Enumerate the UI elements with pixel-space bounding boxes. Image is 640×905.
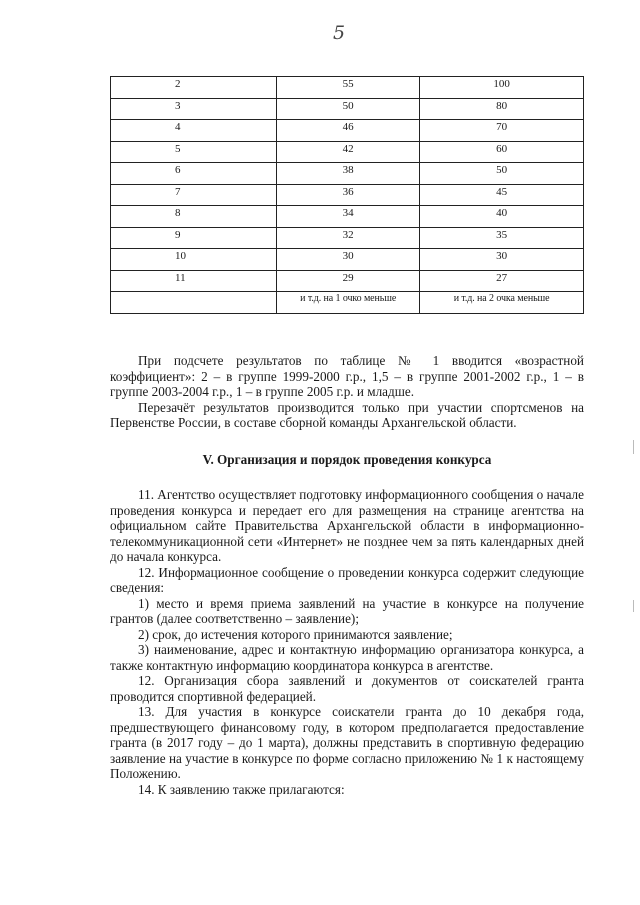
paragraph: 11. Агентство осуществляет подготовку информационного сообщения о начале проведения конкурса и передает его для размещения на странице агентства на официальном сайте Правительства Архангельской области в информационно-телекоммуникационной сети «Интернет» не позднее чем за пять календарных дней до начала конкурса. [110,487,584,564]
list-item: 1) место и время приема заявлений на участие в конкурсе на получение грантов (далее соответственно – заявление); [110,595,584,626]
table-cell-points-alt: 100 [420,77,584,99]
table-cell-place: 2 [111,77,277,99]
table-cell-points-alt: 45 [420,184,584,206]
table-cell-place: 3 [111,98,277,120]
table-cell-points: 29 [277,270,420,292]
table-footer-note: и т.д. на 1 очко меньше [277,292,420,314]
table-cell-points: 50 [277,98,420,120]
table-footer-cell [111,292,277,314]
table-row [111,184,584,206]
paragraph: 12. Организация сбора заявлений и документов от соискателей гранта проводится спортивной федерацией. [110,673,584,704]
list-item: 2) срок, до истечения которого принимаются заявление; [138,626,453,642]
table-cell-place: 4 [111,120,277,142]
table-row [111,141,584,163]
section-heading: V. Организация и порядок проведения конкурса [202,452,492,467]
table-cell-points: 55 [277,77,420,99]
table-cell-points: 30 [277,249,420,271]
page-number: 5 [333,22,346,44]
table-cell-points-alt: 40 [420,206,584,228]
paragraph: 14. К заявлению также прилагаются: [138,781,345,797]
results-table [110,76,584,314]
table-cell-place: 11 [111,270,277,292]
coefficient-section [110,353,584,431]
table-cell-points-alt: 35 [420,227,584,249]
table-row [111,249,584,271]
table-cell-points: 38 [277,163,420,185]
table-cell-points-alt: 60 [420,141,584,163]
table-cell-place: 7 [111,184,277,206]
scan-artifact [633,600,634,612]
scan-artifact [633,440,634,454]
table-row [111,270,584,292]
table-cell-points-alt: 30 [420,249,584,271]
table-row [111,163,584,185]
table-row [111,206,584,228]
table-footer-row [111,292,584,314]
table-cell-place: 6 [111,163,277,185]
table-footer-note: и т.д. на 2 очка меньше [420,292,584,314]
table-row [111,98,584,120]
list-item: 3) наименование, адрес и контактную информацию организатора конкурса, а также контактную информацию координатора конкурса в агентстве. [110,642,584,673]
paragraph: При подсчете результатов по таблице № 1 вводится «возрастной коэффициент»: 2 – в группе 1999-2000 г.р., 1,5 – в группе 2001-2002 г.р., 1 – в группе 2003-2004 г.р., 1 – в группе 2005 г.р. и младше. [110,353,584,399]
paragraph: Перезачёт результатов производится только при участии спортсменов на Первенстве России, в составе сборной команды Архангельской области. [110,399,584,430]
table-cell-points: 34 [277,206,420,228]
table-cell-points-alt: 27 [420,270,584,292]
table-cell-points-alt: 70 [420,120,584,142]
table-cell-place: 8 [111,206,277,228]
table-cell-place: 5 [111,141,277,163]
table-cell-place: 10 [111,249,277,271]
section-body [110,487,584,797]
table-row [111,227,584,249]
table-cell-points-alt: 50 [420,163,584,185]
table-cell-points: 46 [277,120,420,142]
table-cell-place: 9 [111,227,277,249]
paragraph: 13. Для участия в конкурсе соискатели гранта до 10 декабря года, предшествующего финансовому году, в котором предполагается предоставление гранта (в 2017 году – до 1 марта), должны представить в спортивную федерацию заявление на участие в конкурсе по форме согласно приложению № 1 к настоящему Положению. [110,704,584,781]
paragraph: 12. Информационное сообщение о проведении конкурса содержит следующие сведения: [110,564,584,595]
table-row [111,120,584,142]
table-cell-points-alt: 80 [420,98,584,120]
table-row [111,77,584,99]
table-cell-points: 36 [277,184,420,206]
table-cell-points: 32 [277,227,420,249]
table-cell-points: 42 [277,141,420,163]
